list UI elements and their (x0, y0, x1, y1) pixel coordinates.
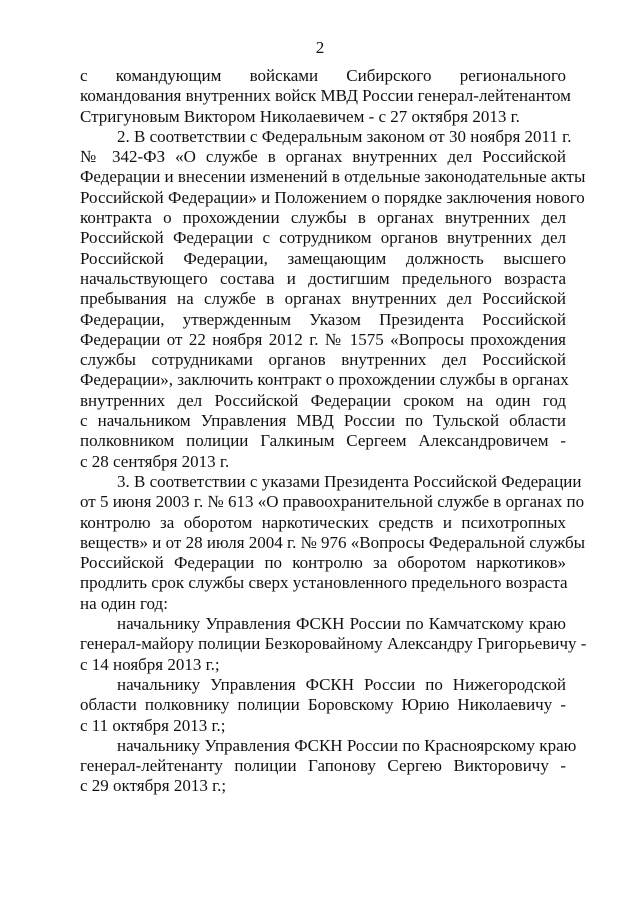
text-line: с командующим войсками Сибирского регионального (80, 66, 566, 85)
text-line: начальствующего состава и достигшим предельного возраста (80, 268, 566, 288)
text-line: от 5 июня 2003 г. № 613 «О правоохранительной службе в органах по (80, 492, 585, 512)
text-line: с 11 октября 2013 г.; (80, 715, 226, 735)
text-line: Российской Федерации по контролю за оборотом наркотиков» (80, 553, 566, 573)
text-line: полковником полиции Галкиным Сергеем Александровичем - (80, 431, 566, 451)
text-line: на один год: (80, 593, 168, 613)
text-line: с 28 сентября 2013 г. (80, 451, 230, 471)
text-line: контролю за оборотом наркотических средств и психотропных (80, 512, 566, 532)
text-line: с начальником Управления МВД России по Тульской области (80, 411, 566, 431)
text-line: № 342-ФЗ «О службе в органах внутренних дел Российской (80, 147, 566, 167)
text-line: генерал-майору полиции Безкоровайному Александру Григорьевичу - (80, 634, 587, 654)
text-line: начальнику Управления ФСКН России по Красноярскому краю (117, 735, 577, 755)
text-line: начальнику Управления ФСКН России по Нижегородской (117, 674, 566, 694)
text-line: Российской Федерации» и Положением о порядке заключения нового (80, 187, 585, 207)
text-line: 2. В соответствии с Федеральным законом от 30 ноября 2011 г. (117, 126, 572, 146)
text-line: службы сотрудниками органов внутренних дел Российской (80, 350, 566, 370)
text-line: Федерации, утвержденным Указом Президента Российской (80, 309, 566, 329)
text-line: внутренних дел Российской Федерации сроком на один год (80, 390, 566, 410)
text-line: с 14 ноября 2013 г.; (80, 654, 220, 674)
page-number: 2 (315, 38, 325, 57)
text-line: контракта о прохождении службы в органах внутренних дел (80, 208, 566, 228)
text-line: с 29 октября 2013 г.; (80, 776, 227, 796)
text-line: Федерации», заключить контракт о прохождении службы в органах (80, 370, 569, 390)
text-line: Стригуновым Виктором Николаевичем - с 27 октября 2013 г. (80, 106, 520, 126)
text-line: веществ» и от 28 июля 2004 г. № 976 «Вопросы Федеральной службы (80, 532, 586, 552)
text-line: Федерации от 22 ноября 2012 г. № 1575 «Вопросы прохождения (80, 329, 566, 349)
document-body (80, 66, 587, 797)
text-line: продлить срок службы сверх установленного предельного возраста (80, 573, 568, 593)
text-line: начальнику Управления ФСКН России по Камчатскому краю (117, 614, 566, 634)
text-line: области полковнику полиции Боровскому Юрию Николаевичу - (80, 695, 566, 715)
text-line: Федерации и внесении изменений в отдельные законодательные акты (80, 167, 586, 187)
text-line: генерал-лейтенанту полиции Гапонову Сергею Викторовичу - (80, 756, 566, 776)
text-line: 3. В соответствии с указами Президента Российской Федерации (117, 471, 582, 491)
text-line: Российской Федерации, замещающим должность высшего (80, 248, 566, 268)
text-line: Российской Федерации с сотрудником органов внутренних дел (80, 228, 566, 248)
text-line: пребывания на службе в органах внутренних дел Российской (80, 289, 566, 309)
text-line: командования внутренних войск МВД России генерал-лейтенантом (80, 86, 571, 106)
